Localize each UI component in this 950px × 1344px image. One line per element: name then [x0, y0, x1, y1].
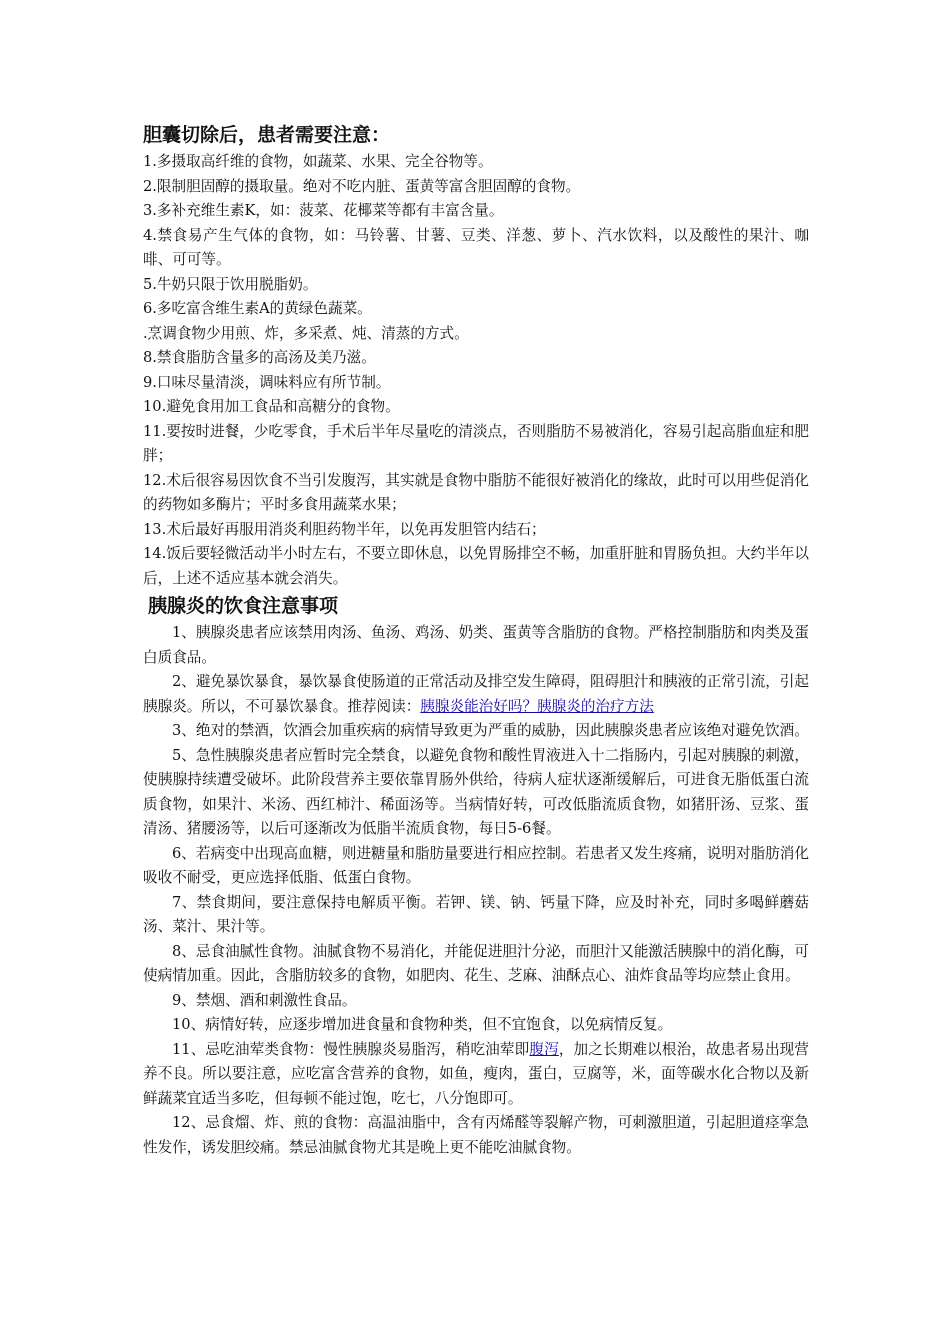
paragraph-11-text-b: ，加之长期难以根治，故患者易出现营养不良。所以要注意，应吃富含营养的食物，如鱼，瘦肉，蛋白，豆腐等，米，面等碳水化合物以及新鲜蔬菜宜适当多吃，但每顿不能过饱，吃七，八分饱即可。 — [143, 1040, 809, 1107]
paragraph-2 — [143, 670, 809, 719]
list-item: 10.避免食用加工食品和高糖分的食物。 — [143, 398, 400, 415]
section-title-gallbladder: 胆囊切除后，患者需要注意： — [143, 124, 391, 146]
paragraph-12: 12、忌食熘、炸、煎的食物：高温油脂中，含有丙烯醛等裂解产物，可刺激胆道，引起胆道痉挛急性发作，诱发胆绞痛。禁忌油腻食物尤其是晚上更不能吃油腻食物。 — [143, 1114, 809, 1156]
paragraph-8: 8、忌食油腻性食物。油腻食物不易消化，并能促进胆汁分泌，而胆汁又能激活胰腺中的消化酶，可使病情加重。因此，含脂肪较多的食物，如肥肉、花生、芝麻、油酥点心、油炸食品等均应禁止食用。 — [143, 942, 809, 984]
list-item: 14.饭后要轻微活动半小时左右，不要立即休息，以免胃肠排空不畅，加重肝脏和胃肠负担。大约半年以后，上述不适应基本就会消失。 — [143, 545, 809, 587]
paragraph-5: 5、急性胰腺炎患者应暂时完全禁食，以避免食物和酸性胃液进入十二指肠内，引起对胰腺的刺激，使胰腺持续遭受破坏。此阶段营养主要依靠胃肠外供给，待病人症状逐渐缓解后，可进食无脂低蛋白流质食物，如果汁、米汤、西红柿汁、稀面汤等。当病情好转，可改低脂流质食物，如猪肝汤、豆浆、蛋清汤、猪腰汤等，以后可逐渐改为低脂半流质食物，每日5-6餐。 — [143, 746, 809, 837]
section-gallbladder — [143, 120, 809, 591]
link-pancreatitis-treatment[interactable]: 胰腺炎能治好吗？胰腺炎的治疗方法 — [420, 697, 654, 715]
list-item: 12.术后很容易因饮食不当引发腹泻，其实就是食物中脂肪不能很好被消化的缘故，此时可以用些促消化的药物如多酶片；平时多食用蔬菜水果； — [143, 471, 809, 513]
list-item: 5.牛奶只限于饮用脱脂奶。 — [143, 275, 318, 293]
list-item: 2.限制胆固醇的摄取量。绝对不吃内脏、蛋黄等富含胆固醇的食物。 — [143, 177, 581, 195]
list-item: 6.多吃富含维生素A的黄绿色蔬菜。 — [143, 300, 372, 317]
list-item: 3.多补充维生素K，如：菠菜、花椰菜等都有丰富含量。 — [143, 202, 504, 219]
document-page — [143, 120, 809, 1160]
link-diarrhea[interactable]: 腹泻 — [529, 1040, 559, 1058]
paragraph-2-text: 2、避免暴饮暴食，暴饮暴食使肠道的正常活动及排空发生障碍，阻碍胆汁和胰液的正常引流，引起胰腺炎。所以，不可暴饮暴食。推荐阅读： — [143, 673, 809, 715]
list-item: .烹调食物少用煎、炸，多采煮、炖、清蒸的方式。 — [143, 324, 469, 342]
paragraph-9: 9、禁烟、酒和刺激性食品。 — [172, 991, 357, 1009]
paragraph-7: 7、禁食期间，要注意保持电解质平衡。若钾、镁、钠、钙量下降，应及时补充，同时多喝鲜蘑菇汤、菜汁、果汁等。 — [143, 893, 809, 935]
paragraph-10: 10、病情好转，应逐步增加进食量和食物种类，但不宜饱食，以免病情反复。 — [172, 1016, 673, 1033]
section-title-pancreatitis: 胰腺炎的饮食注意事项 — [148, 595, 339, 617]
paragraph-6: 6、若病变中出现高血糖，则进糖量和脂肪量要进行相应控制。若患者又发生疼痛，说明对脂肪消化吸收不耐受，更应选择低脂、低蛋白食物。 — [143, 844, 809, 886]
list-item: 8.禁食脂肪含量多的高汤及美乃滋。 — [143, 349, 376, 366]
paragraph-3: 3、绝对的禁酒，饮酒会加重疾病的病情导致更为严重的威胁，因此胰腺炎患者应该绝对避免饮酒。 — [172, 722, 809, 739]
section-pancreatitis — [143, 591, 809, 1160]
paragraph-11 — [143, 1038, 809, 1112]
list-item: 1.多摄取高纤维的食物，如蔬菜、水果、完全谷物等。 — [143, 153, 493, 170]
list-item: 4.禁食易产生气体的食物，如：马铃薯、甘薯、豆类、洋葱、萝卜、汽水饮料，以及酸性的果汁、咖啡、可可等。 — [143, 226, 809, 268]
paragraph-1: 1、胰腺炎患者应该禁用肉汤、鱼汤、鸡汤、奶类、蛋黄等含脂肪的食物。严格控制脂肪和肉类及蛋白质食品。 — [143, 624, 809, 666]
paragraph-11-text-a: 11、忌吃油荤类食物：慢性胰腺炎易脂泻，稍吃油荤即 — [172, 1040, 530, 1058]
list-item: 13.术后最好再服用消炎利胆药物半年，以免再发胆管内结石； — [143, 520, 546, 538]
list-item: 9.口味尽量清淡，调味料应有所节制。 — [143, 373, 391, 391]
list-item: 11.要按时进餐，少吃零食，手术后半年尽量吃的清淡点，否则脂肪不易被消化，容易引起高脂血症和肥胖； — [143, 422, 809, 464]
